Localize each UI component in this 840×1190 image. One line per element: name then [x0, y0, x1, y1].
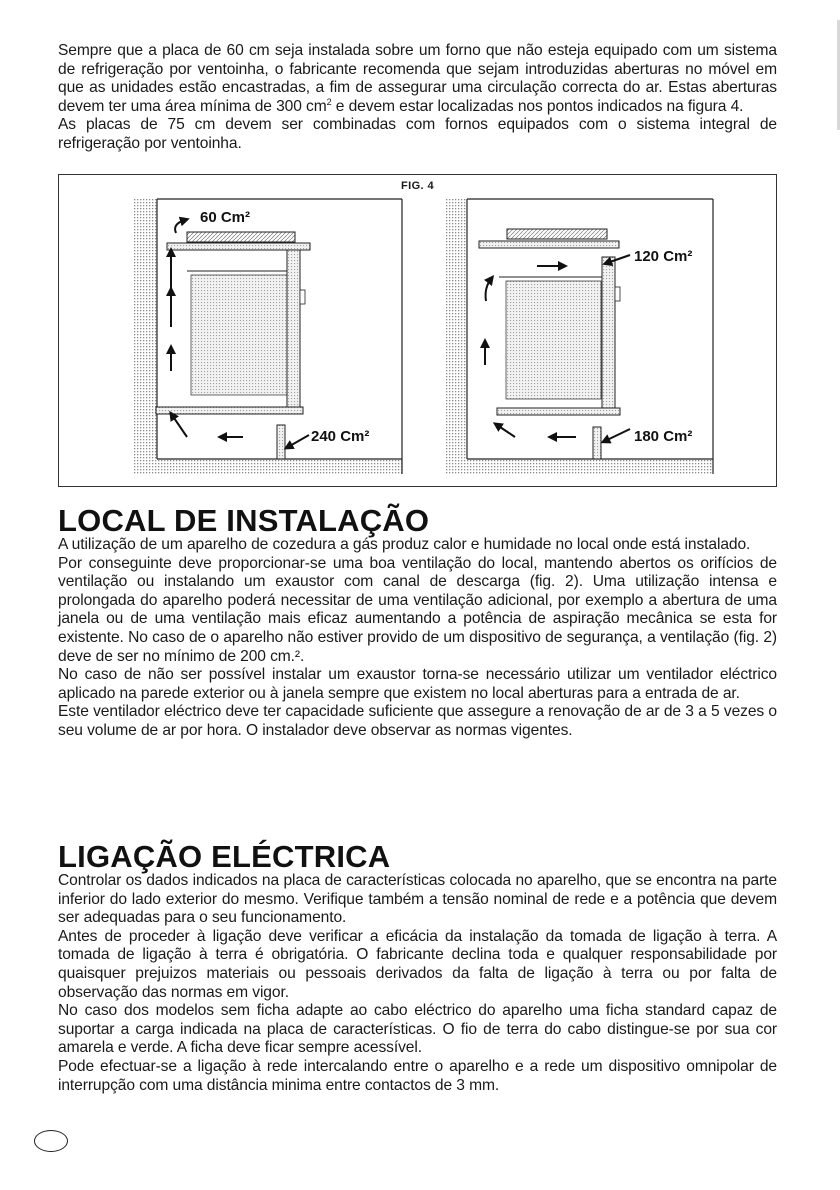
installation-paragraph-2: Por conseguinte deve proporcionar-se uma boa ventilação do local, mantendo abertos os orifícios de ventilação ou instalando um exaustor com canal de descarga (fig. 2). Uma utilização intensa e prolongada do aparelho poderá necessitar de uma ventilação adicional, por exemplo a abertura de uma janela ou de uma ventilação mais eficaz aumentando a potência de aspiração mecânica se esta for existente. No caso de o aparelho não estiver provido de um dispositivo de segurança, a ventilação (fig. 2) deve de ser no mínimo de 200 cm.².: [58, 554, 777, 665]
left-oven-front: [287, 250, 300, 410]
right-oven: [506, 281, 601, 399]
left-wall: [134, 199, 157, 474]
right-wall: [445, 199, 467, 474]
left-hob: [187, 232, 295, 242]
electrical-section: [58, 839, 777, 1095]
right-worktop: [479, 241, 619, 248]
right-hob: [507, 229, 607, 239]
right-floor: [445, 459, 713, 474]
installation-paragraph-3: No caso de não ser possível instalar um exaustor torna-se necessário utilizar um ventilador eléctrico aplicado na parede exterior ou à janela sempre que existem no local aberturas para a entrada de ar.: [58, 666, 777, 702]
right-bottom-area-label: 180 Cm²: [634, 428, 693, 445]
right-oven-front: [602, 257, 615, 411]
installation-section: [58, 503, 777, 741]
intro-paragraph-2: As placas de 75 cm devem ser combinadas com fornos equipados com o sistema integral de refrigeração por ventoinha.: [58, 116, 777, 152]
electrical-paragraph-1: Controlar os dados indicados na placa de características colocada no aparelho, que se encontra na parte inferior do lado exterior do mesmo. Verifique também a tensão nominal de rede e a potência que devem ser adequadas para o seu funcionamento.: [58, 872, 777, 927]
left-worktop: [167, 243, 310, 250]
left-shelf: [156, 407, 303, 414]
electrical-paragraph-3: No caso dos modelos sem ficha adapte ao cabo eléctrico do aparelho uma ficha standard capaz de suportar a carga indicada na placa de características. O fio de terra do cabo distingue-se por sua cor amarela e verde. A ficha deve ficar sempre acessível.: [58, 1002, 777, 1057]
right-shelf: [497, 408, 620, 415]
intro-section: [58, 42, 777, 154]
installation-paragraph-1: A utilização de um aparelho de cozedura a gás produz calor e humidade no local onde está instalado.: [58, 536, 751, 553]
right-plinth: [593, 427, 601, 459]
electrical-paragraph-2: Antes de proceder à ligação deve verificar a eficácia da instalação da tomada de ligação à terra. A tomada de ligação à terra é obrigatória. O fabricante declina toda e qualquer responsabilidade por quaisquer prejuizos materiais ou pessoais derivados da falta de ligação à terra ou por falta de observação das normas em vigor.: [58, 927, 777, 1001]
right-diagram: [445, 199, 713, 474]
left-bottom-area-label: 240 Cm²: [311, 428, 370, 445]
figure-4: [58, 174, 777, 487]
intro-paragraph-1: Sempre que a placa de 60 cm seja instalada sobre um forno que não esteja equipado com um sistema de refrigeração por ventoinha, o fabricante recomenda que sejam introduzidas aberturas no móvel em que as unidades estão encastradas, a fim de assegurar uma circulação correcta do ar. Estas aberturas devem ter uma área mínima de 300 $cm^2$ e devem estar localizadas nos pontos indicados na figura 4.: [58, 42, 777, 115]
electrical-heading: LIGAÇÃO ELÉCTRICA: [58, 839, 391, 874]
left-top-area-label: 60 Cm²: [200, 209, 251, 226]
page-number-oval: [34, 1130, 68, 1152]
left-diagram: [134, 199, 402, 474]
installation-heading: LOCAL DE INSTALAÇÃO: [58, 503, 430, 538]
figure-title: FIG. 4: [401, 180, 434, 192]
left-plinth: [277, 425, 285, 459]
right-top-area-label: 120 Cm²: [634, 248, 693, 265]
left-oven: [191, 275, 287, 395]
installation-paragraph-4: Este ventilador eléctrico deve ter capacidade suficiente que assegure a renovação de ar de 3 a 5 vezes o seu volume de ar por hora. O instalador deve observar as normas vigentes.: [58, 703, 777, 739]
electrical-paragraph-4: Pode efectuar-se a ligação à rede intercalando entre o aparelho e a rede um dispositivo omnipolar de interrupção com uma distância minima entre contactos de 3 mm.: [58, 1057, 777, 1094]
ventilation-diagram: [59, 175, 776, 486]
left-floor: [134, 459, 402, 474]
